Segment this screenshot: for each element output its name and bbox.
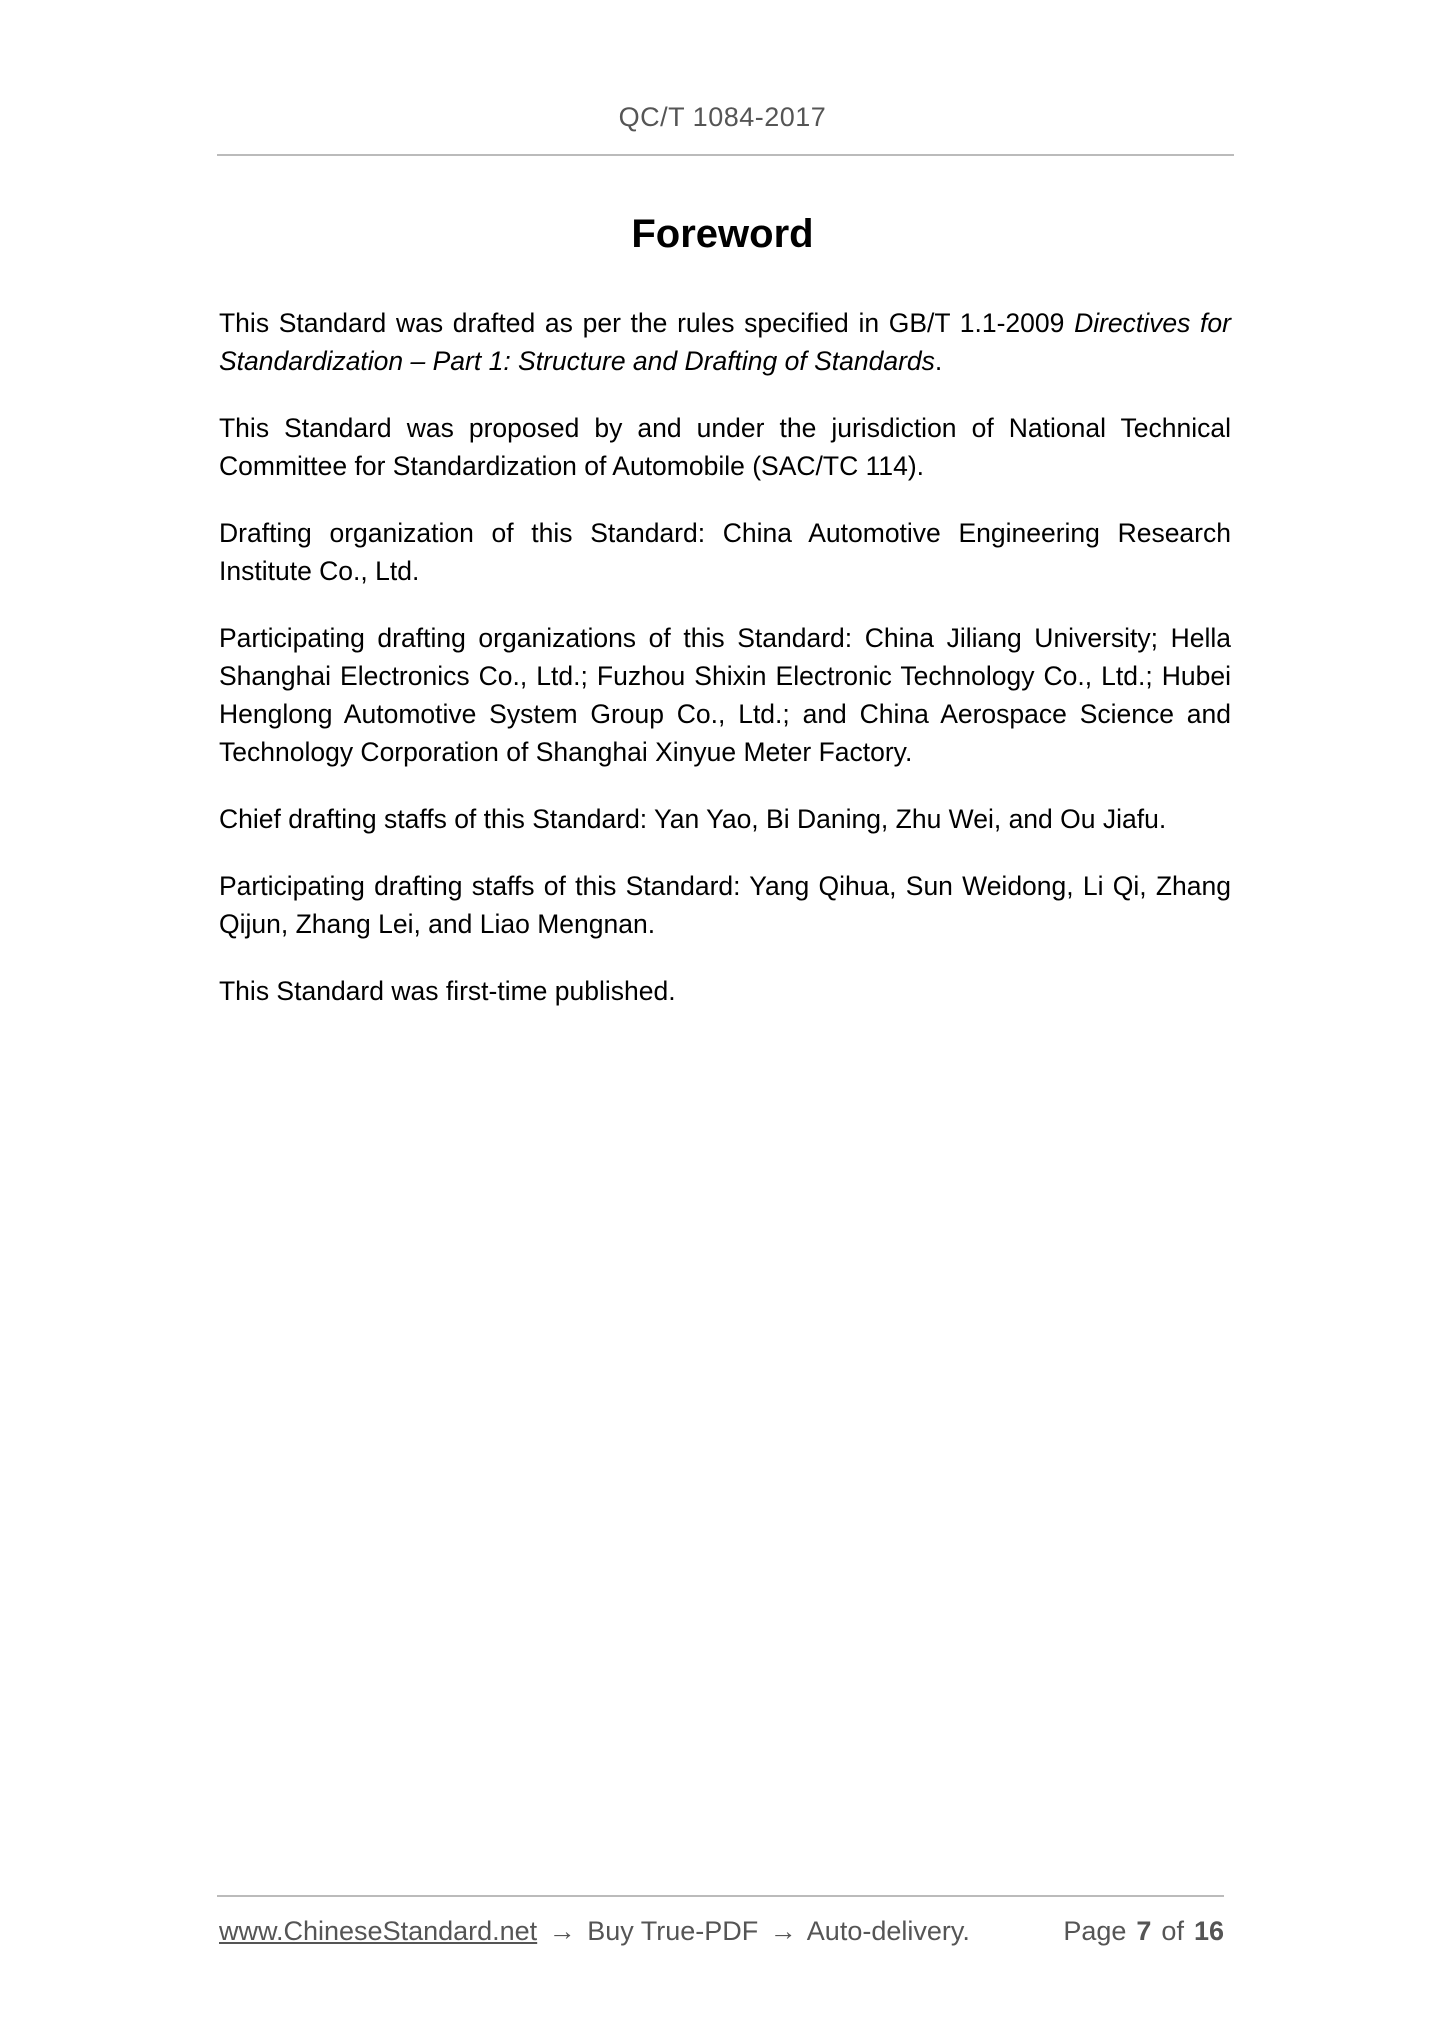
footer-divider: [217, 1895, 1224, 1897]
arrow-right-icon: →: [769, 1916, 797, 1946]
website-link[interactable]: www.ChineseStandard.net: [219, 1916, 538, 1946]
page-number: [1063, 1916, 1224, 1947]
auto-delivery-text: Auto-delivery.: [806, 1916, 970, 1946]
page-of-label: of: [1161, 1916, 1184, 1946]
arrow-right-icon: →: [548, 1916, 576, 1946]
paragraph-drafting-organization: Drafting organization of this Standard: China Automotive Engineering Research Institute Co., Ltd.: [219, 518, 1231, 586]
paragraph-participating-organizations: Participating drafting organizations of this Standard: China Jiliang University; Hella Shanghai Electronics Co., Ltd.; Fuzhou Shixin Electronic Technology Co., Ltd.; Hubei Henglong Automotive System Group Co., Ltd.; and China Aerospace Science and Technology Corporation of Shanghai Xinyue Meter Factory.: [219, 623, 1231, 767]
paragraph-drafting-rules-end: .: [934, 346, 943, 376]
page-total: 16: [1193, 1916, 1224, 1946]
paragraph-drafting-rules: [219, 304, 1231, 380]
paragraph-drafting-rules-text: This Standard was drafted as per the rules specified in GB/T 1.1-2009: [219, 308, 1075, 338]
paragraph-participating-staffs: Participating drafting staffs of this Standard: Yang Qihua, Sun Weidong, Li Qi, Zhang Qijun, Zhang Lei, and Liao Mengnan.: [219, 871, 1231, 939]
page-footer: [219, 1916, 1224, 1947]
page-current: 7: [1136, 1916, 1152, 1946]
page-label: Page: [1063, 1916, 1127, 1946]
buy-true-pdf-text: Buy True-PDF: [587, 1916, 759, 1946]
directive-title: Directives for Standardization – Part 1: Structure and Drafting of Standards: [219, 308, 1231, 376]
footer-promo: [219, 1916, 970, 1947]
paragraph-chief-staffs: Chief drafting staffs of this Standard: Yan Yao, Bi Daning, Zhu Wei, and Ou Jiafu.: [219, 804, 1167, 834]
paragraph-jurisdiction: This Standard was proposed by and under the jurisdiction of National Technical Committee for Standardization of Automobile (SAC/TC 114).: [219, 413, 1231, 481]
header-divider: [217, 154, 1234, 156]
foreword-body: [219, 304, 1231, 1039]
document-code: QC/T 1084-2017: [618, 102, 827, 132]
paragraph-publication: This Standard was first-time published.: [219, 976, 676, 1006]
page-title: Foreword: [631, 212, 814, 256]
